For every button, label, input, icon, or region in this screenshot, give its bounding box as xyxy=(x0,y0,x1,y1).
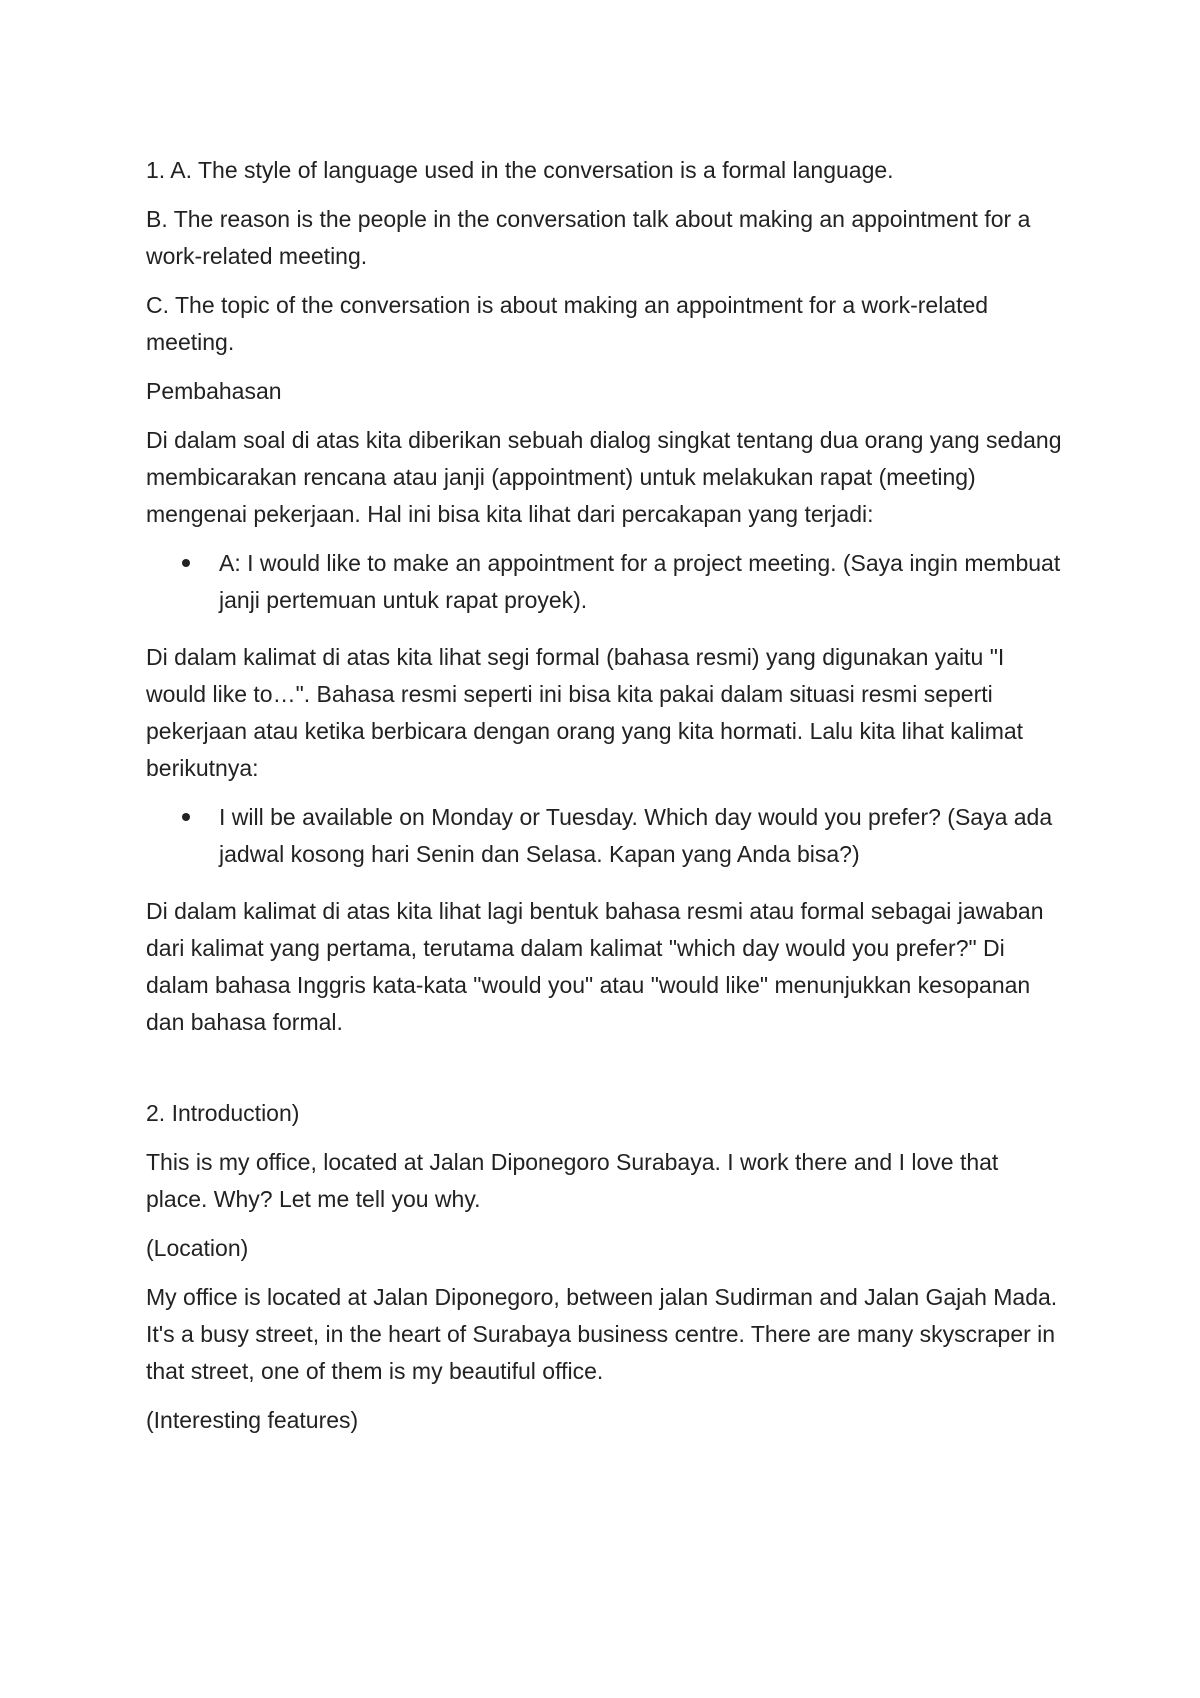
bullet-icon xyxy=(182,559,190,567)
bullet-icon xyxy=(182,813,190,821)
explanation-1: Di dalam kalimat di atas kita lihat segi formal (bahasa resmi) yang digunakan yaitu "I would like to…". Bahasa resmi seperti ini bisa kita pakai dalam situasi resmi seperti pekerjaan atau ketika berbicara dengan orang yang kita hormati. Lalu kita lihat kalimat berikutnya: xyxy=(146,644,1024,781)
location-text: My office is located at Jalan Diponegoro, between jalan Sudirman and Jalan Gajah Mada. It's a busy street, in the heart of Surabaya business centre. There are many skyscraper in that street, one of them is my beautiful office. xyxy=(146,1284,1058,1384)
explanation-2: Di dalam kalimat di atas kita lihat lagi bentuk bahasa resmi atau formal sebagai jawaban dari kalimat yang pertama, terutama dalam kalimat "which day would you prefer?" Di dalam bahasa Inggris kata-kata "would you" atau "would like" menunjukkan kesopanan dan bahasa formal. xyxy=(146,898,1044,1035)
dialog-line-text: I will be available on Monday or Tuesday. Which day would you prefer? (Saya ada jadwal kosong hari Senin dan Selasa. Kapan yang Anda bisa?) xyxy=(219,804,1053,867)
dialog-line-text: A: I would like to make an appointment for a project meeting. (Saya ingin membuat janji pertemuan untuk rapat proyek). xyxy=(219,550,1061,613)
section-heading-pembahasan: Pembahasan xyxy=(146,378,282,404)
introduction-text: This is my office, located at Jalan Diponegoro Surabaya. I work there and I love that place. Why? Let me tell you why. xyxy=(146,1149,999,1212)
section-spacer xyxy=(146,1053,1066,1095)
dialog-bullet-item xyxy=(219,799,1066,873)
dialog-bullet-list-1 xyxy=(146,545,1066,619)
answer-1c: C. The topic of the conversation is about making an appointment for a work-related meeting. xyxy=(146,292,989,355)
answer-1b: B. The reason is the people in the conversation talk about making an appointment for a work-related meeting. xyxy=(146,206,1031,269)
section-heading-location: (Location) xyxy=(146,1235,249,1261)
dialog-bullet-item xyxy=(219,545,1066,619)
document-body xyxy=(146,152,1066,1451)
answer-1a: 1. A. The style of language used in the conversation is a formal language. xyxy=(146,157,894,183)
section-heading-introduction: 2. Introduction) xyxy=(146,1100,300,1126)
dialog-bullet-list-2 xyxy=(146,799,1066,873)
pembahasan-intro: Di dalam soal di atas kita diberikan sebuah dialog singkat tentang dua orang yang sedang membicarakan rencana atau janji (appointment) untuk melakukan rapat (meeting) mengenai pekerjaan. Hal ini bisa kita lihat dari percakapan yang terjadi: xyxy=(146,427,1062,527)
section-heading-interesting-features: (Interesting features) xyxy=(146,1407,359,1433)
